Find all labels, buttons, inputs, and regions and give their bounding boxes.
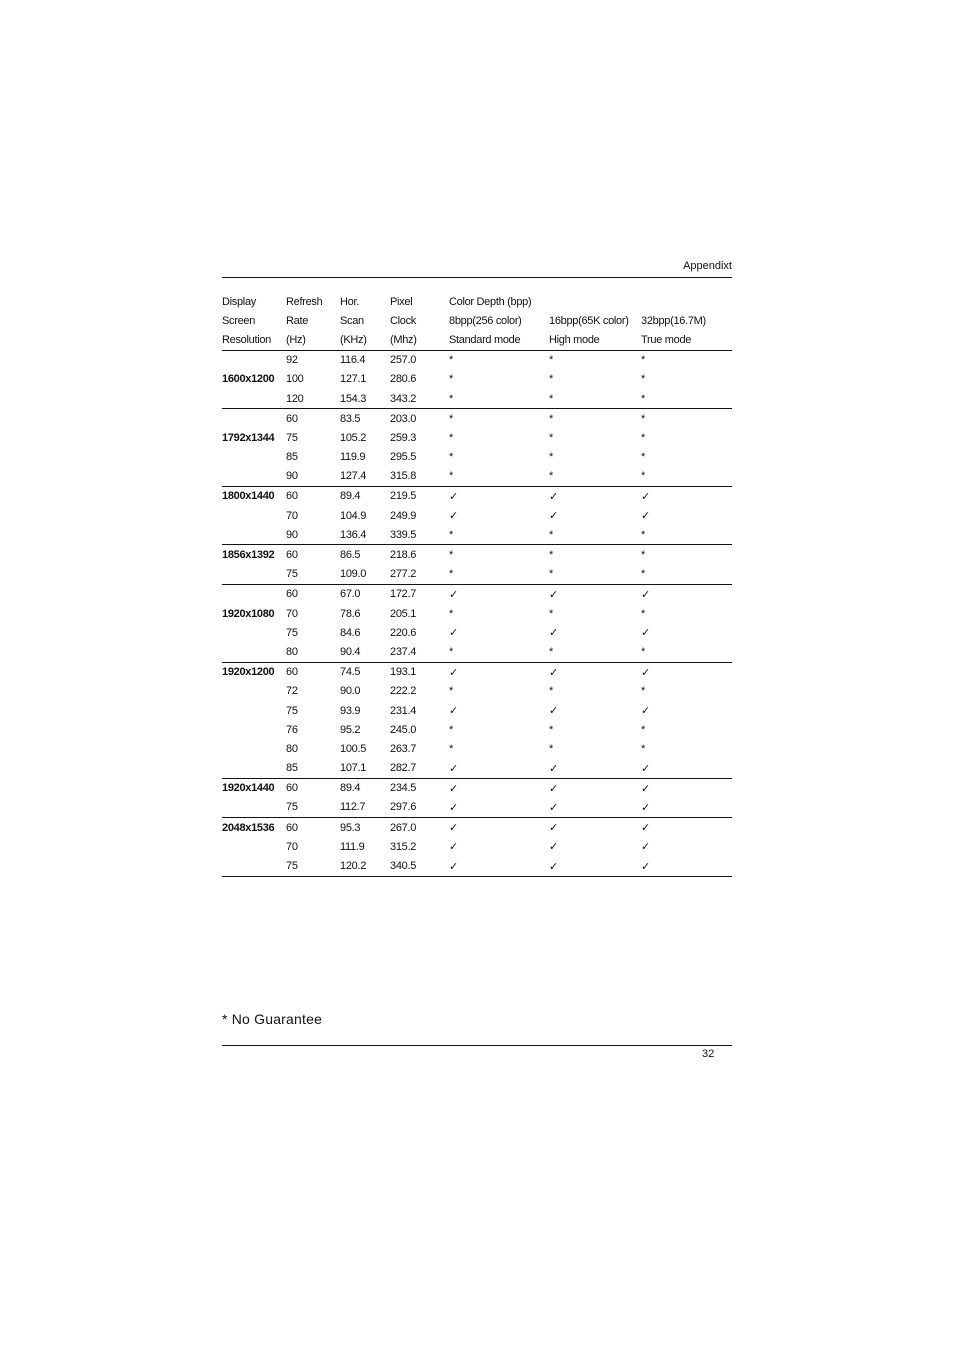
column-header: Pixel bbox=[390, 295, 413, 308]
high-mode-mark: * bbox=[549, 409, 641, 429]
column-header: Standard mode bbox=[449, 330, 549, 350]
table-row bbox=[222, 350, 732, 370]
resolution-label: 1920x1440 bbox=[222, 778, 286, 798]
high-mode-mark: ✓ bbox=[549, 818, 641, 838]
section-header: Appendixt bbox=[683, 260, 732, 272]
high-mode-mark: * bbox=[549, 373, 553, 386]
empty-cell bbox=[222, 389, 286, 409]
true-mode-mark: * bbox=[641, 392, 645, 405]
true-mode-mark: ✓ bbox=[641, 662, 732, 682]
true-mode-mark: * bbox=[641, 431, 645, 444]
true-mode-mark: * bbox=[641, 354, 645, 367]
refresh-rate: 60 bbox=[286, 778, 340, 798]
standard-mode-mark: ✓ bbox=[449, 801, 458, 814]
hor-scan: 136.4 bbox=[340, 528, 367, 541]
hor-scan: 95.3 bbox=[340, 818, 390, 838]
pixel-clock: 203.0 bbox=[390, 409, 449, 429]
hor-scan: 93.9 bbox=[340, 704, 361, 717]
table-row bbox=[222, 565, 732, 585]
standard-mode-mark: ✓ bbox=[449, 510, 458, 523]
hor-scan: 95.2 bbox=[340, 723, 361, 736]
header-row bbox=[222, 311, 732, 330]
refresh-rate: 90 bbox=[286, 470, 298, 483]
column-header: Resolution bbox=[222, 330, 286, 350]
hor-scan: 100.5 bbox=[340, 742, 367, 755]
hor-scan: 127.4 bbox=[340, 470, 367, 483]
column-header: Hor. bbox=[340, 295, 359, 308]
high-mode-mark: * bbox=[549, 392, 553, 405]
hor-scan: 78.6 bbox=[340, 607, 361, 620]
table-row bbox=[222, 818, 732, 838]
standard-mode-mark: * bbox=[449, 470, 453, 483]
high-mode-mark: * bbox=[549, 528, 553, 541]
standard-mode-mark: ✓ bbox=[449, 841, 458, 854]
standard-mode-mark: * bbox=[449, 607, 453, 620]
refresh-rate: 120 bbox=[286, 392, 304, 405]
table-row bbox=[222, 370, 732, 389]
refresh-rate: 60 bbox=[286, 409, 340, 429]
refresh-rate: 75 bbox=[286, 704, 298, 717]
high-mode-mark: ✓ bbox=[549, 486, 641, 506]
hor-scan: 127.1 bbox=[340, 373, 367, 386]
table-row bbox=[222, 642, 732, 662]
high-mode-mark: ✓ bbox=[549, 627, 558, 640]
hor-scan: 116.4 bbox=[340, 354, 366, 367]
standard-mode-mark: * bbox=[449, 373, 453, 386]
pixel-clock: 237.4 bbox=[390, 645, 417, 658]
column-header: High mode bbox=[549, 330, 641, 350]
refresh-rate: 75 bbox=[286, 431, 298, 444]
pixel-clock: 315.8 bbox=[390, 470, 417, 483]
empty-cell bbox=[222, 506, 286, 525]
high-mode-mark: ✓ bbox=[549, 778, 641, 798]
refresh-rate: 60 bbox=[286, 584, 340, 604]
high-mode-mark: ✓ bbox=[549, 510, 558, 523]
table-row bbox=[222, 389, 732, 409]
true-mode-mark: * bbox=[641, 685, 645, 698]
table-row bbox=[222, 525, 732, 545]
hor-scan: 111.9 bbox=[340, 840, 365, 853]
high-mode-mark: ✓ bbox=[549, 762, 558, 775]
resolution-label: 1800x1440 bbox=[222, 486, 286, 506]
true-mode-mark: * bbox=[641, 451, 645, 464]
column-header: Clock bbox=[390, 314, 417, 327]
refresh-rate: 70 bbox=[286, 607, 298, 620]
table-row bbox=[222, 778, 732, 798]
empty-cell bbox=[222, 584, 286, 604]
table-row bbox=[222, 739, 732, 758]
refresh-rate: 85 bbox=[286, 762, 298, 775]
true-mode-mark: * bbox=[641, 723, 645, 736]
standard-mode-mark: * bbox=[449, 545, 549, 565]
display-modes-table bbox=[222, 292, 732, 877]
column-header: Rate bbox=[286, 314, 309, 327]
refresh-rate: 70 bbox=[286, 840, 298, 853]
true-mode-mark: ✓ bbox=[641, 510, 650, 523]
column-header: Color Depth (bpp) bbox=[449, 295, 532, 308]
empty-cell bbox=[222, 350, 286, 370]
pixel-clock: 315.2 bbox=[390, 840, 417, 853]
true-mode-mark: * bbox=[641, 607, 645, 620]
column-header: Scan bbox=[340, 314, 364, 327]
hor-scan: 120.2 bbox=[340, 856, 390, 876]
table-row bbox=[222, 448, 732, 467]
pixel-clock: 297.6 bbox=[390, 801, 417, 814]
true-mode-mark: * bbox=[641, 409, 732, 429]
high-mode-mark: * bbox=[549, 607, 553, 620]
empty-cell bbox=[222, 525, 286, 545]
table-row bbox=[222, 759, 732, 779]
hor-scan: 107.1 bbox=[340, 762, 367, 775]
high-mode-mark: ✓ bbox=[549, 705, 558, 718]
refresh-rate: 76 bbox=[286, 723, 298, 736]
true-mode-mark: ✓ bbox=[641, 584, 732, 604]
header-row bbox=[222, 292, 732, 311]
refresh-rate: 70 bbox=[286, 509, 298, 522]
true-mode-mark: ✓ bbox=[641, 856, 732, 876]
resolution-label: 1920x1200 bbox=[222, 662, 286, 682]
refresh-rate: 75 bbox=[286, 856, 340, 876]
hor-scan: 105.2 bbox=[340, 431, 367, 444]
standard-mode-mark: ✓ bbox=[449, 818, 549, 838]
high-mode-mark: * bbox=[549, 431, 553, 444]
hor-scan: 67.0 bbox=[340, 584, 390, 604]
high-mode-mark: ✓ bbox=[549, 662, 641, 682]
table-row bbox=[222, 486, 732, 506]
resolution-label: 1600x1200 bbox=[222, 373, 275, 386]
high-mode-mark: * bbox=[549, 545, 641, 565]
hor-scan: 154.3 bbox=[340, 392, 367, 405]
footnote: * No Guarantee bbox=[222, 1011, 323, 1027]
empty-cell bbox=[222, 798, 286, 818]
true-mode-mark: ✓ bbox=[641, 486, 732, 506]
high-mode-mark: * bbox=[549, 451, 553, 464]
column-header: (KHz) bbox=[340, 330, 390, 350]
empty-cell bbox=[222, 720, 286, 739]
refresh-rate: 60 bbox=[286, 545, 340, 565]
table-row bbox=[222, 856, 732, 876]
pixel-clock: 231.4 bbox=[390, 704, 417, 717]
resolution-label: 2048x1536 bbox=[222, 818, 286, 838]
pixel-clock: 257.0 bbox=[390, 354, 417, 367]
standard-mode-mark: * bbox=[449, 354, 453, 367]
empty-cell bbox=[222, 837, 286, 856]
high-mode-mark: * bbox=[549, 723, 553, 736]
standard-mode-mark: * bbox=[449, 723, 453, 736]
standard-mode-mark: ✓ bbox=[449, 627, 458, 640]
column-header: Refresh bbox=[286, 295, 323, 308]
column-header: True mode bbox=[641, 330, 732, 350]
table-row bbox=[222, 584, 732, 604]
standard-mode-mark: ✓ bbox=[449, 762, 458, 775]
refresh-rate: 75 bbox=[286, 801, 298, 814]
high-mode-mark: ✓ bbox=[549, 841, 558, 854]
column-header: 16bpp(65K color) bbox=[549, 314, 629, 327]
true-mode-mark: ✓ bbox=[641, 801, 650, 814]
standard-mode-mark: * bbox=[449, 685, 453, 698]
table-row bbox=[222, 604, 732, 623]
high-mode-mark: * bbox=[549, 568, 553, 581]
pixel-clock: 295.5 bbox=[390, 451, 417, 464]
standard-mode-mark: * bbox=[449, 451, 453, 464]
refresh-rate: 80 bbox=[286, 742, 298, 755]
true-mode-mark: * bbox=[641, 373, 645, 386]
hor-scan: 84.6 bbox=[340, 626, 361, 639]
table-row bbox=[222, 545, 732, 565]
refresh-rate: 80 bbox=[286, 645, 298, 658]
true-mode-mark: * bbox=[641, 545, 732, 565]
high-mode-mark: ✓ bbox=[549, 584, 641, 604]
table-row bbox=[222, 506, 732, 525]
refresh-rate: 90 bbox=[286, 528, 298, 541]
standard-mode-mark: * bbox=[449, 392, 453, 405]
high-mode-mark: * bbox=[549, 685, 553, 698]
standard-mode-mark: * bbox=[449, 568, 453, 581]
true-mode-mark: ✓ bbox=[641, 818, 732, 838]
pixel-clock: 245.0 bbox=[390, 723, 417, 736]
header-row bbox=[222, 330, 732, 350]
true-mode-mark: * bbox=[641, 645, 645, 658]
table-row bbox=[222, 467, 732, 487]
hor-scan: 74.5 bbox=[340, 662, 390, 682]
table-row bbox=[222, 428, 732, 447]
pixel-clock: 218.6 bbox=[390, 545, 449, 565]
table-row bbox=[222, 662, 732, 682]
pixel-clock: 263.7 bbox=[390, 742, 417, 755]
true-mode-mark: * bbox=[641, 742, 645, 755]
empty-cell bbox=[222, 409, 286, 429]
hor-scan: 89.4 bbox=[340, 486, 390, 506]
resolution-label: 1920x1080 bbox=[222, 607, 275, 620]
true-mode-mark: ✓ bbox=[641, 705, 650, 718]
true-mode-mark: ✓ bbox=[641, 627, 650, 640]
standard-mode-mark: * bbox=[449, 409, 549, 429]
table-row bbox=[222, 623, 732, 642]
table-row bbox=[222, 409, 732, 429]
true-mode-mark: ✓ bbox=[641, 778, 732, 798]
hor-scan: 83.5 bbox=[340, 409, 390, 429]
resolution-label: 1792x1344 bbox=[222, 431, 275, 444]
pixel-clock: 219.5 bbox=[390, 486, 449, 506]
empty-cell bbox=[222, 759, 286, 779]
header-rule bbox=[222, 277, 732, 278]
high-mode-mark: * bbox=[549, 645, 553, 658]
empty-cell bbox=[222, 565, 286, 585]
hor-scan: 109.0 bbox=[340, 568, 367, 581]
high-mode-mark: ✓ bbox=[549, 801, 558, 814]
high-mode-mark: * bbox=[549, 354, 553, 367]
table-row bbox=[222, 701, 732, 720]
column-header: 8bpp(256 color) bbox=[449, 314, 522, 327]
column-header: (Mhz) bbox=[390, 330, 449, 350]
pixel-clock: 259.3 bbox=[390, 431, 417, 444]
refresh-rate: 60 bbox=[286, 818, 340, 838]
empty-cell bbox=[222, 701, 286, 720]
true-mode-mark: * bbox=[641, 470, 645, 483]
hor-scan: 119.9 bbox=[340, 451, 366, 464]
standard-mode-mark: * bbox=[449, 645, 453, 658]
pixel-clock: 277.2 bbox=[390, 568, 417, 581]
pixel-clock: 220.6 bbox=[390, 626, 417, 639]
pixel-clock: 340.5 bbox=[390, 856, 449, 876]
table-row bbox=[222, 798, 732, 818]
empty-cell bbox=[222, 682, 286, 701]
pixel-clock: 343.2 bbox=[390, 392, 417, 405]
true-mode-mark: ✓ bbox=[641, 762, 650, 775]
refresh-rate: 75 bbox=[286, 568, 298, 581]
high-mode-mark: * bbox=[549, 742, 553, 755]
pixel-clock: 193.1 bbox=[390, 662, 449, 682]
column-header: (Hz) bbox=[286, 330, 340, 350]
pixel-clock: 234.5 bbox=[390, 778, 449, 798]
standard-mode-mark: ✓ bbox=[449, 705, 458, 718]
refresh-rate: 92 bbox=[286, 354, 298, 367]
table-row bbox=[222, 720, 732, 739]
standard-mode-mark: ✓ bbox=[449, 856, 549, 876]
pixel-clock: 339.5 bbox=[390, 528, 417, 541]
column-header: Display bbox=[222, 295, 256, 308]
hor-scan: 112.7 bbox=[340, 801, 366, 814]
column-header bbox=[641, 292, 732, 311]
high-mode-mark: * bbox=[549, 470, 553, 483]
page-number: 32 bbox=[702, 1048, 715, 1060]
empty-cell bbox=[222, 467, 286, 487]
standard-mode-mark: ✓ bbox=[449, 662, 549, 682]
pixel-clock: 205.1 bbox=[390, 607, 417, 620]
pixel-clock: 282.7 bbox=[390, 762, 417, 775]
table-row bbox=[222, 682, 732, 701]
empty-cell bbox=[222, 448, 286, 467]
refresh-rate: 75 bbox=[286, 626, 298, 639]
pixel-clock: 249.9 bbox=[390, 509, 417, 522]
hor-scan: 90.0 bbox=[340, 685, 361, 698]
column-header bbox=[549, 292, 641, 311]
empty-cell bbox=[222, 856, 286, 876]
pixel-clock: 222.2 bbox=[390, 685, 417, 698]
hor-scan: 86.5 bbox=[340, 545, 390, 565]
refresh-rate: 60 bbox=[286, 486, 340, 506]
footer-rule bbox=[222, 1045, 732, 1046]
standard-mode-mark: ✓ bbox=[449, 486, 549, 506]
pixel-clock: 280.6 bbox=[390, 373, 417, 386]
true-mode-mark: * bbox=[641, 568, 645, 581]
table-row bbox=[222, 837, 732, 856]
empty-cell bbox=[222, 739, 286, 758]
standard-mode-mark: * bbox=[449, 528, 453, 541]
refresh-rate: 100 bbox=[286, 373, 304, 386]
pixel-clock: 172.7 bbox=[390, 584, 449, 604]
true-mode-mark: * bbox=[641, 528, 645, 541]
standard-mode-mark: * bbox=[449, 431, 453, 444]
hor-scan: 104.9 bbox=[340, 509, 367, 522]
empty-cell bbox=[222, 642, 286, 662]
refresh-rate: 85 bbox=[286, 451, 298, 464]
standard-mode-mark: ✓ bbox=[449, 584, 549, 604]
empty-cell bbox=[222, 623, 286, 642]
hor-scan: 90.4 bbox=[340, 645, 361, 658]
refresh-rate: 60 bbox=[286, 662, 340, 682]
high-mode-mark: ✓ bbox=[549, 856, 641, 876]
hor-scan: 89.4 bbox=[340, 778, 390, 798]
true-mode-mark: ✓ bbox=[641, 841, 650, 854]
column-header: 32bpp(16.7M) bbox=[641, 314, 706, 327]
resolution-label: 1856x1392 bbox=[222, 545, 286, 565]
column-header: Screen bbox=[222, 314, 256, 327]
pixel-clock: 267.0 bbox=[390, 818, 449, 838]
standard-mode-mark: ✓ bbox=[449, 778, 549, 798]
refresh-rate: 72 bbox=[286, 685, 298, 698]
standard-mode-mark: * bbox=[449, 742, 453, 755]
